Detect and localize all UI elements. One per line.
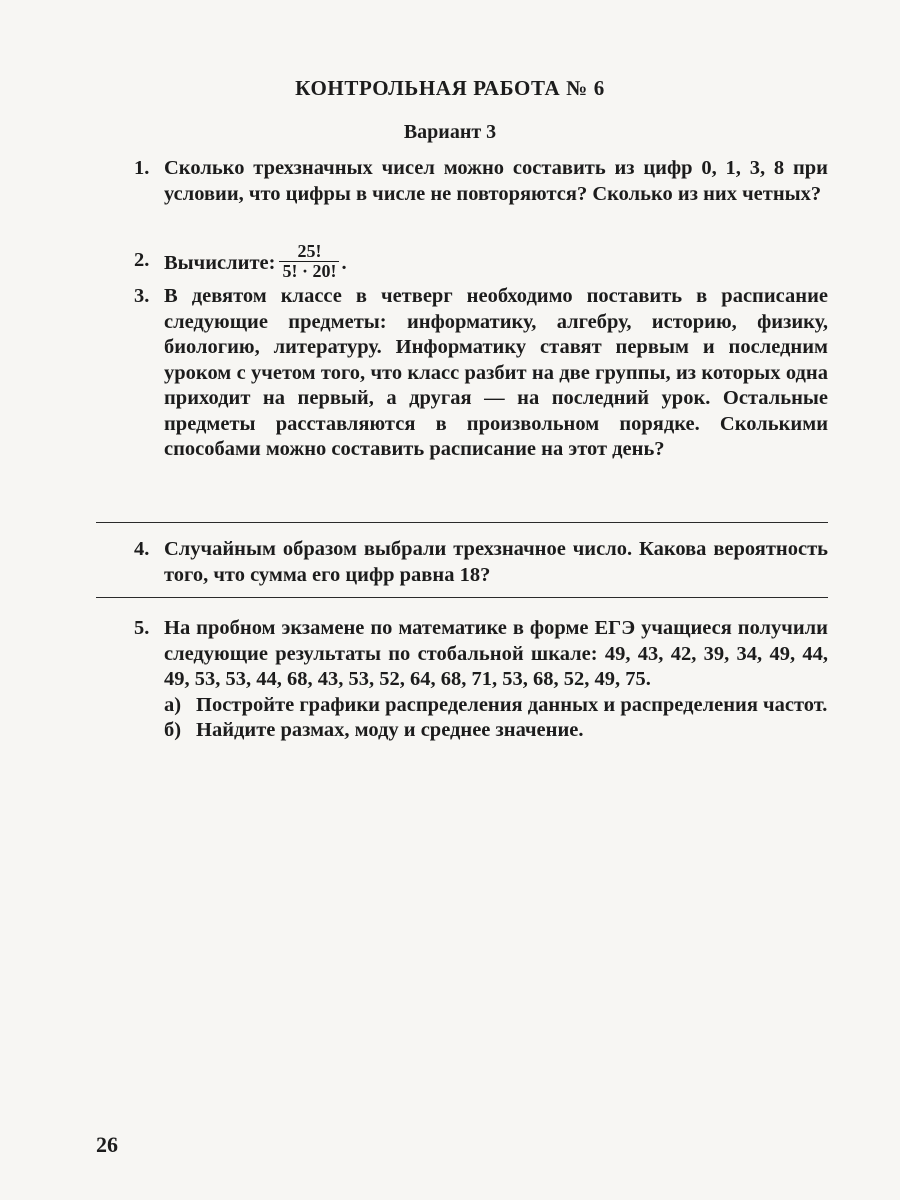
task-2 [134,241,828,281]
task-number: 1. [134,157,150,179]
task-number: 2. [134,249,150,271]
fraction-denominator: 5! · 20! [282,261,337,281]
subitem-mark: б) [164,719,182,741]
subitem-a [164,693,828,719]
task-body [164,241,828,281]
task-number: 3. [134,285,150,307]
task-text: На пробном экзамене по математике в форме ЕГЭ учащиеся получили следующие результаты по стобальной шкале: 49, 43, 42, 39, 34, 49, 44, 49, 53, 53, 44, 68, 43, 53, 52, 64, 68, 71, 53, 68, 52, 49, 75. [164,617,828,690]
subitem-text: Найдите размах, моду и среднее значение. [196,719,584,741]
task-text: В девятом классе в четверг необходимо поставить в расписание следующие предметы: информатику, алгебру, историю, физику, биологию, литературу. Информатику ставят первым и последним уроком с учетом того, что класс разбит на две группы, из которых одна приходит на первый, а другая — на последний урок. Остальные предметы расставляются в произвольном порядке. Сколькими способами можно составить расписание на этот день? [164,285,828,460]
variant-heading: Вариант 3 [403,121,497,143]
task-text: Вычислите: [164,252,276,275]
subitem-mark: а) [164,693,182,716]
task-3 [134,284,828,463]
subitem-b [164,718,828,744]
page-number: 26 [96,1132,118,1157]
task-number: 4. [134,538,150,560]
divider-line [96,597,828,598]
task-number: 5. [134,617,150,639]
task-1 [134,156,828,207]
page-title: КОНТРОЛЬНАЯ РАБОТА № 6 [295,76,605,100]
task-suffix: . [341,252,347,275]
fraction-numerator: 25! [279,242,339,262]
task-text: Случайным образом выбрали трехзначное число. Какова вероятность того, что сумма его цифр равна 18? [164,538,828,586]
task-5 [134,616,828,744]
subitem-text: Постройте графики распределения данных и распределения частот. [196,693,828,716]
divider-line [96,522,828,523]
task-text: Сколько трехзначных чисел можно составить из цифр 0, 1, 3, 8 при условии, что цифры в числе не повторяются? Сколько из них четных? [164,157,828,205]
task-4 [134,537,828,588]
fraction [279,242,339,281]
